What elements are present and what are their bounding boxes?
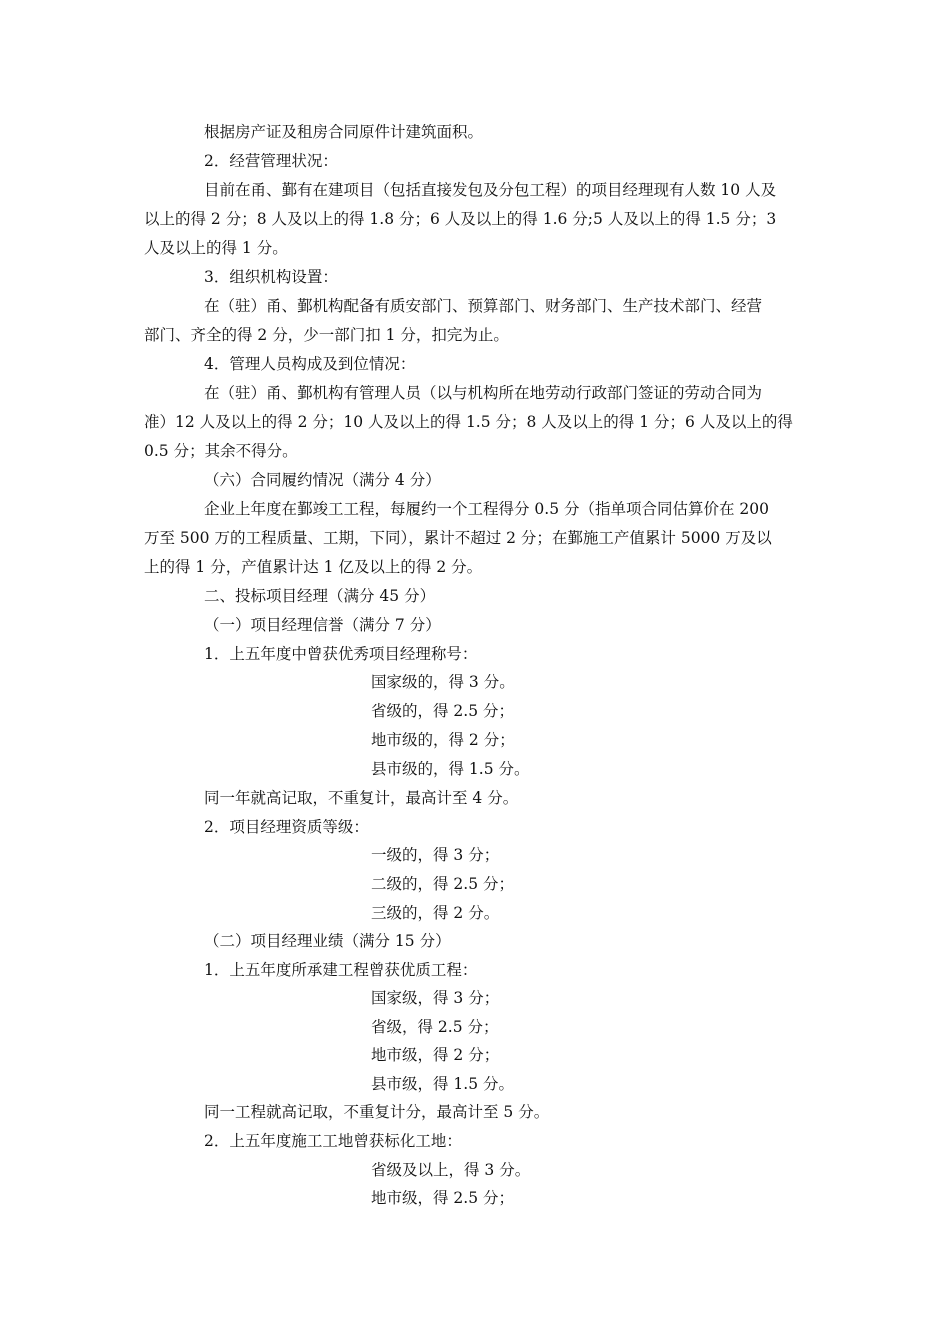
text-line: 在（驻）甬、鄞机构有管理人员（以与机构所在地劳动行政部门签证的劳动合同为 [204, 384, 763, 402]
text-line: 同一年就高记取，不重复计，最高计至 4 分。 [204, 789, 519, 807]
item-heading: 2．项目经理资质等级： [204, 818, 369, 836]
score-item: 省级的，得 2.5 分； [371, 702, 515, 720]
text-line: 根据房产证及租房合同原件计建筑面积。 [204, 123, 484, 141]
section-heading: 二、投标项目经理（满分 45 分） [204, 587, 436, 605]
text-line: 0.5 分；其余不得分。 [144, 442, 298, 460]
text-line: 部门、齐全的得 2 分，少一部门扣 1 分，扣完为止。 [144, 326, 509, 344]
text-line: 以上的得 2 分；8 人及以上的得 1.8 分；6 人及以上的得 1.6 分;5 人及以上的得 1.5 分；3 [144, 210, 777, 228]
text-line: 目前在甬、鄞有在建项目（包括直接发包及分包工程）的项目经理现有人数 10 人及 [204, 181, 777, 199]
score-item: 一级的，得 3 分； [371, 846, 500, 864]
score-item: 省级，得 2.5 分； [371, 1018, 499, 1036]
section-heading: 4．管理人员构成及到位情况： [204, 355, 416, 373]
score-item: 县市级的，得 1.5 分。 [371, 760, 530, 778]
text-line: 同一工程就高记取，不重复计分，最高计至 5 分。 [204, 1103, 550, 1121]
score-item: 地市级，得 2 分； [371, 1046, 500, 1064]
section-heading: （一）项目经理信誉（满分 7 分） [204, 616, 441, 634]
section-heading: （六）合同履约情况（满分 4 分） [204, 471, 441, 489]
section-heading: （二）项目经理业绩（满分 15 分） [204, 932, 451, 950]
text-line: 准）12 人及以上的得 2 分；10 人及以上的得 1.5 分；8 人及以上的得 1 分；6 人及以上的得 [144, 413, 793, 431]
section-heading: 3．组织机构设置： [204, 268, 338, 286]
score-item: 二级的，得 2.5 分； [371, 875, 515, 893]
score-item: 地市级的，得 2 分； [371, 731, 515, 749]
score-item: 三级的，得 2 分。 [371, 904, 500, 922]
text-line: 企业上年度在鄞竣工工程，每履约一个工程得分 0.5 分（指单项合同估算价在 200 [204, 500, 770, 518]
item-heading: 2．上五年度施工工地曾获标化工地： [204, 1132, 462, 1150]
score-item: 国家级的，得 3 分。 [371, 673, 515, 691]
text-line: 上的得 1 分，产值累计达 1 亿及以上的得 2 分。 [144, 558, 483, 576]
score-item: 县市级，得 1.5 分。 [371, 1075, 515, 1093]
item-heading: 1．上五年度中曾获优秀项目经理称号： [204, 645, 478, 663]
section-heading: 2．经营管理状况： [204, 152, 338, 170]
score-item: 省级及以上，得 3 分。 [371, 1161, 531, 1179]
score-item: 国家级，得 3 分； [371, 989, 500, 1007]
text-line: 人及以上的得 1 分。 [144, 239, 288, 257]
item-heading: 1．上五年度所承建工程曾获优质工程： [204, 961, 478, 979]
text-line: 万至 500 万的工程质量、工期，下同），累计不超过 2 分；在鄞施工产值累计 5000 万及以 [144, 529, 772, 547]
score-item: 地市级，得 2.5 分； [371, 1189, 515, 1207]
text-line: 在（驻）甬、鄞机构配备有质安部门、预算部门、财务部门、生产技术部门、经营 [204, 297, 763, 315]
